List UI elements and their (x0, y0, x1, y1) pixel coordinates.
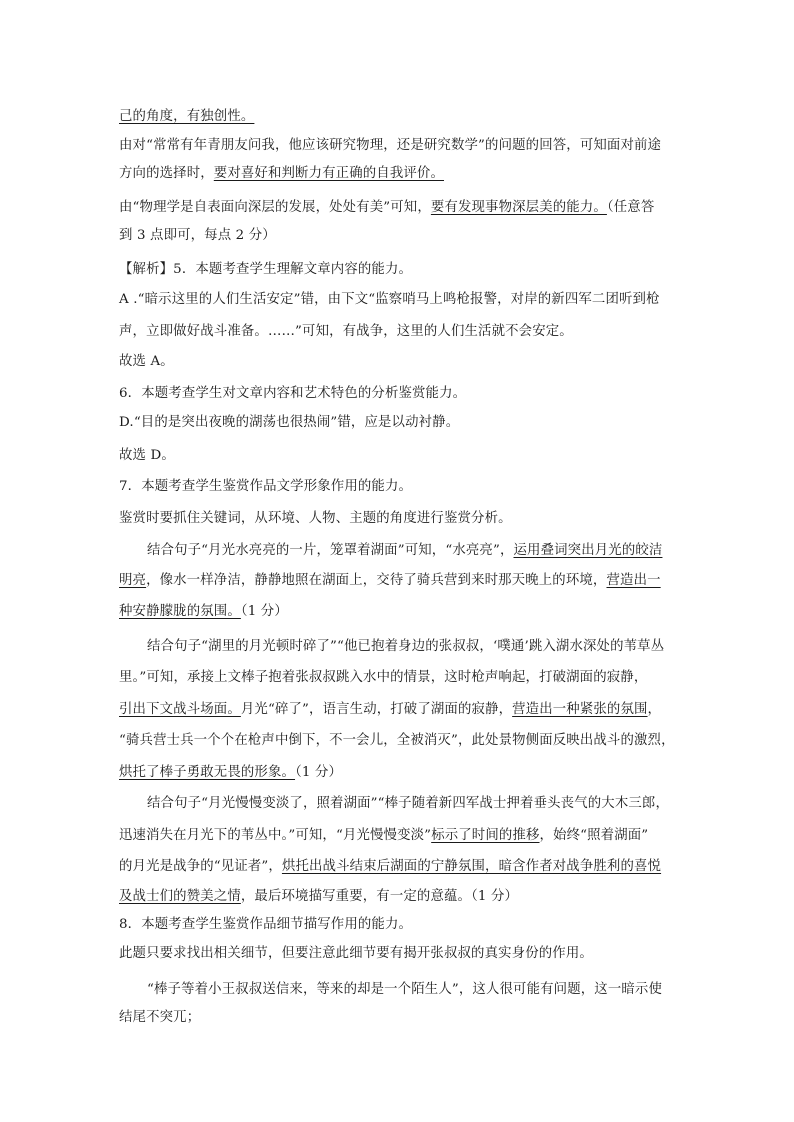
text-line (119, 857, 661, 877)
text-segment: 故选 A。 (119, 354, 174, 369)
text-line (119, 136, 661, 156)
text-line (119, 477, 412, 497)
text-line (119, 164, 444, 184)
underlined-text: 种安静朦胧的氛围。 (119, 604, 241, 619)
text-segment: ，最后环境描写重要，有一定的意蕴。（1 分） (240, 889, 519, 904)
text-line (119, 352, 174, 372)
text-segment: 7．本题考查学生鉴赏作品文学形象作用的能力。 (119, 479, 413, 494)
text-line (119, 1008, 200, 1028)
text-segment: 由对“常常有年青朋友问我，他应该研究物理，还是研究数学”的问题的回答，可知面对前途 (119, 138, 662, 153)
text-segment: 8．本题考查学生鉴赏作品细节描写作用的能力。 (119, 917, 413, 932)
underlined-text: 及战士们的赞美之情 (119, 889, 241, 904)
text-segment: 鉴赏时要抓住关键词，从环境、人物、主题的角度进行鉴赏分析。 (119, 511, 512, 526)
text-segment: “棒子等着小王叔叔送信来，等来的却是一个陌生人”，这人很可能有问题，这一暗示使 (147, 982, 662, 997)
text-line (119, 700, 661, 720)
text-line (119, 260, 412, 280)
text-segment: D.“目的是突出夜晚的湖荡也很热闹”错，应是以动衬静。 (119, 415, 460, 430)
text-segment: 故选 D。 (119, 448, 175, 463)
text-segment: 到 3 点即可，每点 2 分） (119, 228, 276, 243)
text-segment: A .“暗示这里的人们生活安定”错，由下文“监察哨马上鸣枪报警，对岸的新四军二团听到枪 (119, 292, 660, 307)
underlined-text: 营造出一 (606, 573, 661, 588)
text-segment: 【解析】5．本题考查学生理解文章内容的能力。 (119, 262, 413, 277)
text-segment: 结合句子“湖里的月光顿时碎了”“他已抱着身边的张叔叔，‘噗通’跳入湖水深处的苇草丛 (147, 639, 665, 654)
text-segment: （1 分） (295, 765, 343, 780)
text-line (119, 290, 660, 310)
text-line (119, 915, 412, 935)
text-line (147, 980, 662, 1000)
text-line (119, 887, 518, 907)
text-line (147, 541, 662, 561)
text-segment: 结合句子“月光慢慢变淡了，照着湖面”“棒子随着新四军战士押着垂头丧气的大木三郎， (147, 796, 669, 811)
text-segment: 结尾不突兀； (119, 1010, 201, 1025)
text-segment: 方向的选择时， (119, 166, 214, 181)
text-segment: 里。”可知，承接上文棒子抱着张叔叔跳入水中的情景，这时枪声响起，打破湖面的寂静， (119, 670, 648, 685)
text-line (119, 602, 288, 622)
text-line (119, 322, 573, 342)
text-line (119, 763, 342, 783)
text-line (119, 944, 593, 964)
text-line (119, 384, 466, 404)
text-segment: 月光“碎了”，语言生动，打破了湖面的寂静， (240, 702, 513, 717)
text-line (119, 826, 648, 846)
text-line (119, 509, 512, 529)
text-line (147, 637, 664, 657)
underlined-text: 标示了时间的推移 (431, 828, 540, 843)
text-segment: （任意答 (606, 200, 655, 215)
underlined-text: 明亮 (119, 573, 147, 588)
text-line (147, 794, 669, 814)
underlined-text: 营造出一种紧张的氛围 (512, 702, 648, 717)
text-segment: （1 分） (240, 604, 288, 619)
text-segment: “骑兵营士兵一个个在枪声中倒下，不一会儿，全被消灭”，此处景物侧面反映出战斗的激烈， (119, 733, 675, 748)
text-segment: 6．本题考查学生对文章内容和艺术特色的分析鉴赏能力。 (119, 386, 467, 401)
text-line (119, 446, 175, 466)
text-segment: 由“物理学是自表面向深层的发展，处处有美”可知， (119, 200, 431, 215)
text-line (119, 571, 661, 591)
underlined-text: 己的角度，有独创性。 (119, 109, 255, 124)
underlined-text: 烘托了棒子勇敢无畏的形象。 (119, 765, 296, 780)
text-segment: ，像水一样净洁，静静地照在湖面上，交待了骑兵营到来时那天晚上的环境， (146, 573, 607, 588)
underlined-text: 运用叠词突出月光的皎洁 (513, 543, 663, 558)
text-line (119, 107, 254, 127)
underlined-text: 烘托出战斗结束后湖面的宁静氛围，暗含作者对战争胜利的喜悦 (281, 859, 662, 874)
text-segment: 结合句子“月光水亮亮的一片，笼罩着湖面”可知，“水亮亮”， (147, 543, 514, 558)
text-segment: ， (647, 702, 662, 717)
text-line (119, 668, 647, 688)
underlined-text: 引出下文战斗场面。 (119, 702, 241, 717)
text-segment: 声，立即做好战斗准备。……”可知，有战争，这里的人们生活就不会安定。 (119, 324, 573, 339)
text-segment: 此题只要求找出相关细节，但要注意此细节要有揭开张叔叔的真实身份的作用。 (119, 946, 593, 961)
text-line (119, 413, 459, 433)
text-line (119, 731, 675, 751)
text-line (119, 198, 654, 218)
text-segment: ，始终“照着湖面” (539, 828, 649, 843)
underlined-text: 要有发现事物深层美的能力。 (430, 200, 607, 215)
text-segment: 迅速消失在月光下的苇丛中。”可知，“月光慢慢变淡” (119, 828, 432, 843)
text-line (119, 226, 276, 246)
underlined-text: 要对喜好和判断力有正确的自我评价。 (213, 166, 444, 181)
text-segment: 的月光是战争的“见证者”， (119, 859, 282, 874)
